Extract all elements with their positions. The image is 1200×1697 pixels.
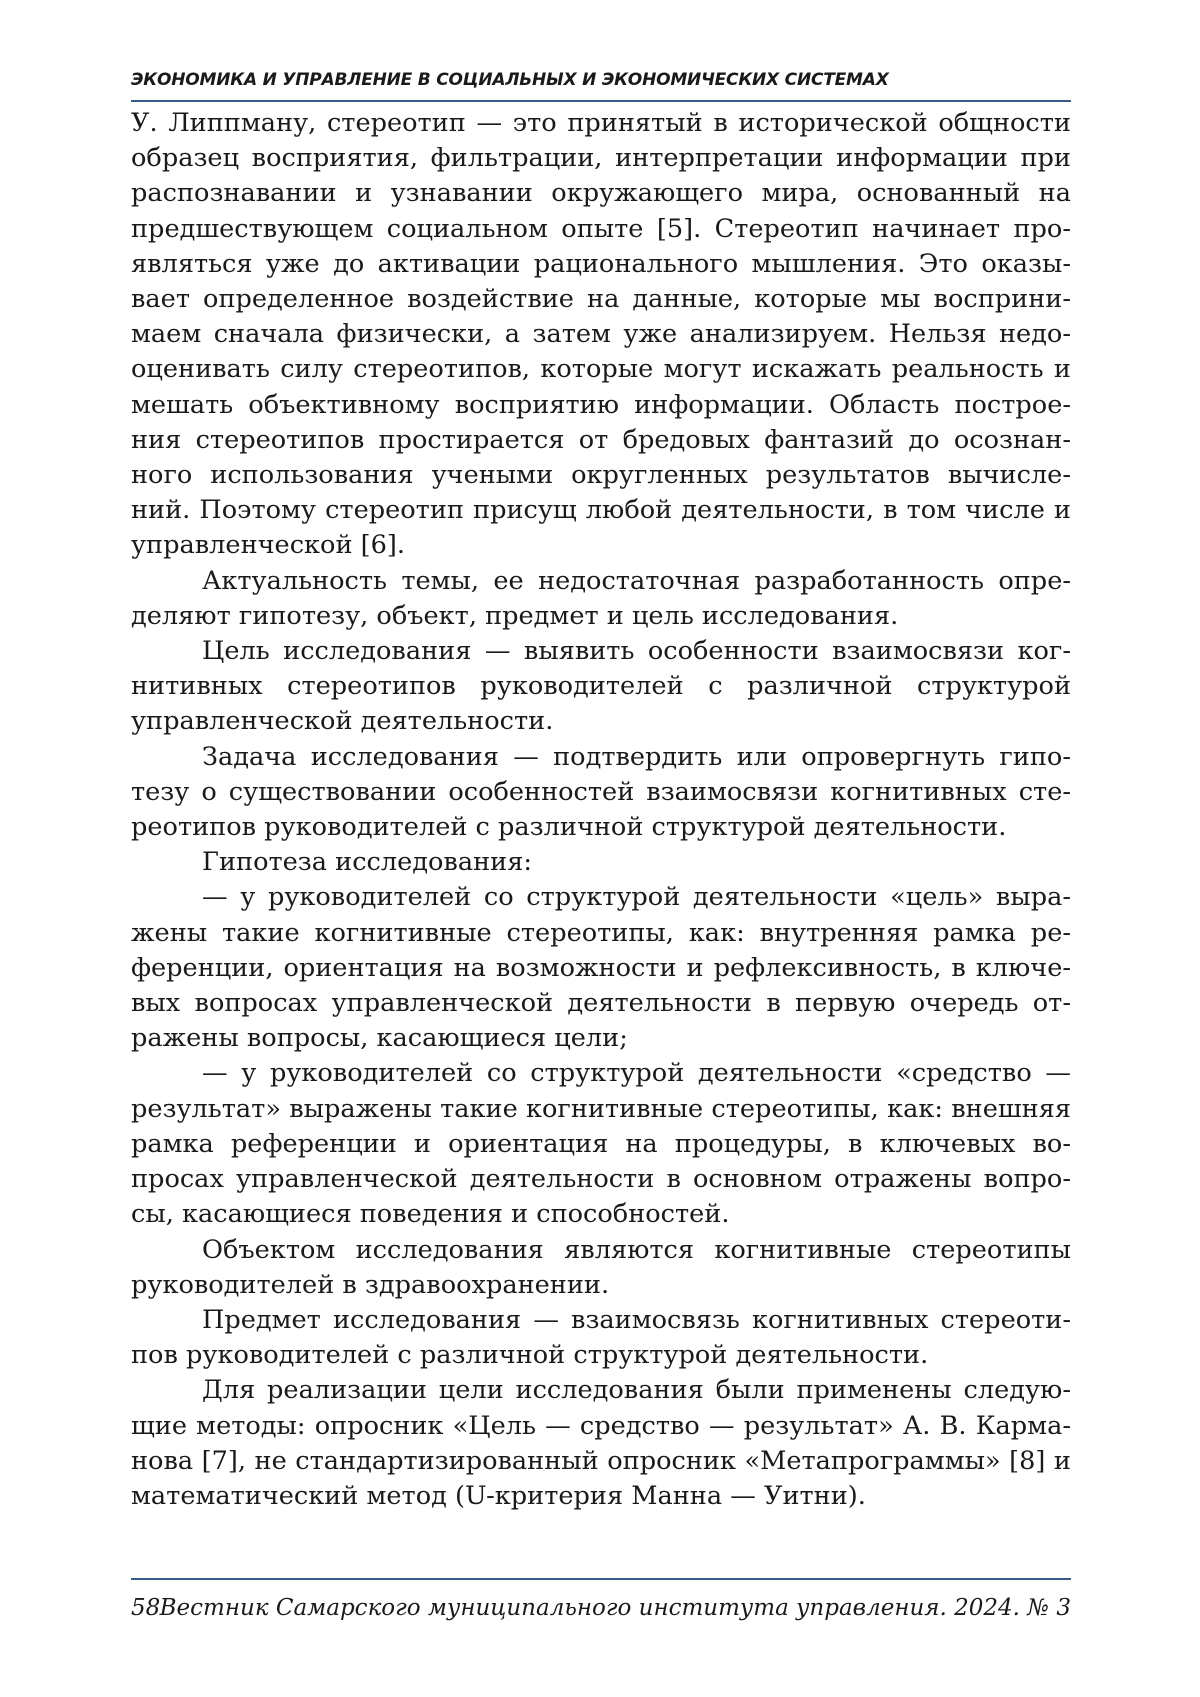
running-header bbox=[131, 68, 1071, 92]
page-number: 58 bbox=[131, 1595, 161, 1621]
paragraph-1: У. Липпману, стереотип — это принятый в исторической общности образец восприятия, фильтрации, интерпретации информации при распознавании и узнавании окружающего мира, основанный на предшествующем социальном опыте [5]. Стереотип начинает проявляться уже до активации рационального мышления. Это оказывает определенное воздействие на данные, которые мы воспринимаем сначала физически, а затем уже анализируем. Нельзя недооценивать силу стереотипов, которые могут искажать реальность и мешать объективному восприятию информации. Область построения стереотипов простирается от бредовых фантазий до осознанного использования учеными округленных результатов вычислений. Поэтому стереотип присущ любой деятельности, в том числе и управленческой [6]. bbox=[131, 108, 1071, 561]
paragraph-7: — у руководителей со структурой деятельности «средство — результат» выражены такие когнитивные стереотипы, как: внешняя рамка референции и ориентация на процедуры, в ключевых вопросах управленческой деятельности в основном отражены вопросы, касающиеся поведения и способностей. bbox=[131, 1058, 1071, 1230]
header-rule bbox=[131, 100, 1071, 102]
footer-rule bbox=[131, 1578, 1071, 1580]
paragraph-6: — у руководителей со структурой деятельности «цель» выражены такие когнитивные стереотипы, как: внутренняя рамка референции, ориентация на возможности и рефлексивность, в ключевых вопросах управленческой деятельности в первую очередь отражены вопросы, касающиеся цели; bbox=[131, 882, 1071, 1054]
article-body bbox=[131, 106, 1071, 1514]
paragraph-5: Гипотеза исследования: bbox=[202, 847, 532, 878]
paragraph-9: Предмет исследования — взаимосвязь когнитивных стереотипов руководителей с различной структурой деятельности. bbox=[131, 1304, 1071, 1371]
paragraph-8: Объектом исследования являются когнитивные стереотипы руководителей в здравоохранении. bbox=[131, 1234, 1071, 1300]
paragraph-10: Для реализации цели исследования были применены следующие методы: опросник «Цель — средство — результат» А. В. Карманова [7], не стандартизированный опросник «Метапрограммы» [8] и математический метод (U-критерия Манна — Уитни). bbox=[131, 1375, 1071, 1511]
paragraph-2: Актуальность темы, ее недостаточная разработанность определяют гипотезу, объект, предмет и цель исследования. bbox=[131, 565, 1071, 631]
paragraph-4: Задача исследования — подтвердить или опровергнуть гипотезу о существовании особенностей взаимосвязи когнитивных стереотипов руководителей с различной структурой деятельности. bbox=[131, 741, 1071, 843]
paragraph-3: Цель исследования — выявить особенности взаимосвязи когнитивных стереотипов руководителей с различной структурой управленческой деятельности. bbox=[131, 636, 1071, 737]
journal-citation: Вестник Самарского муниципального института управления. 2024. № 3 bbox=[159, 1595, 1071, 1621]
running-title: ЭКОНОМИКА И УПРАВЛЕНИЕ В СОЦИАЛЬНЫХ И ЭКОНОМИЧЕСКИХ СИСТЕМАХ bbox=[131, 70, 889, 90]
